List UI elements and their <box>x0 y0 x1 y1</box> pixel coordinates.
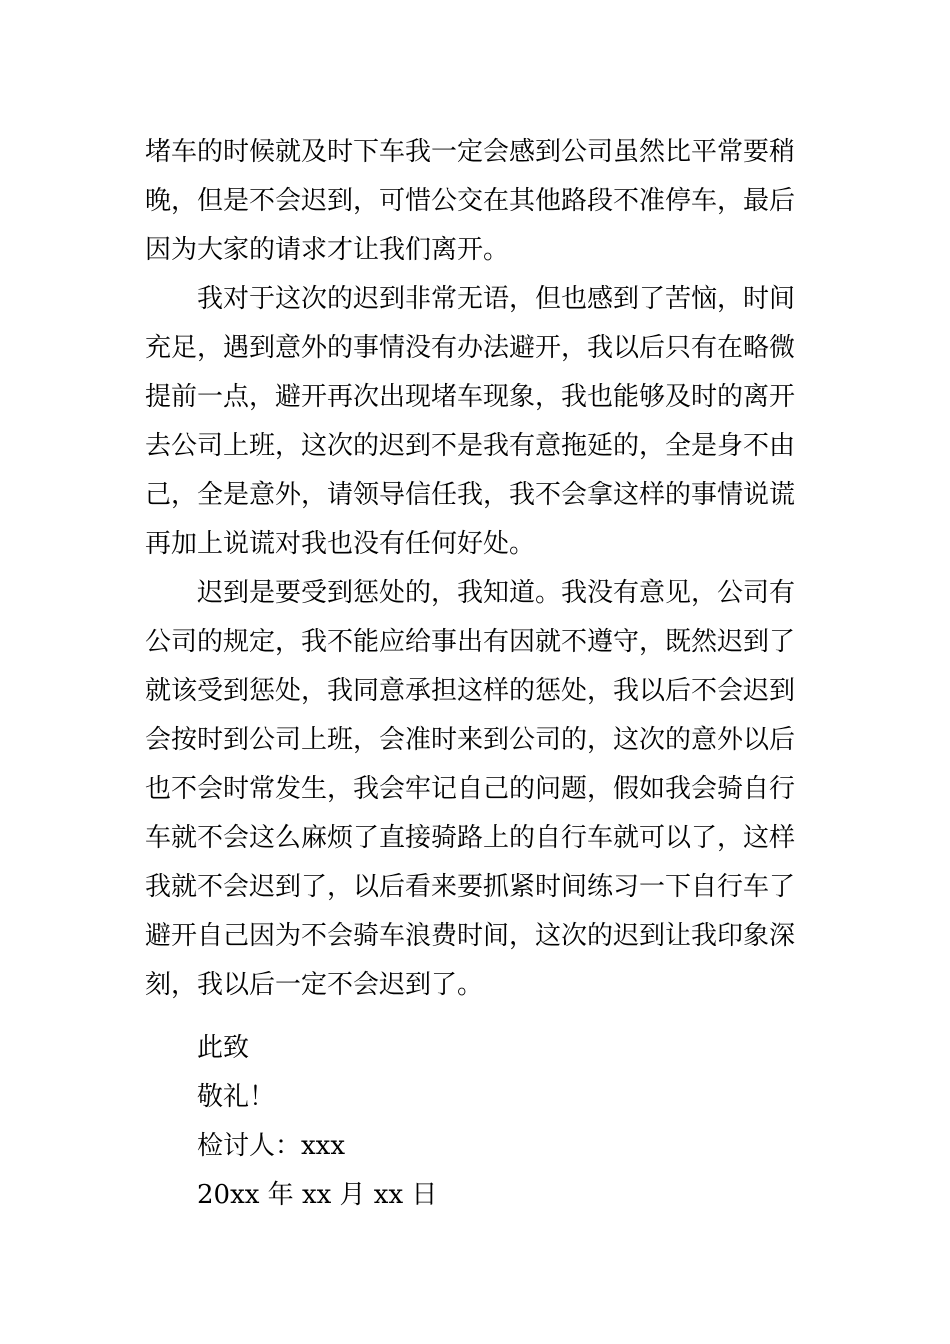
closing-date: 20xx 年 xx 月 xx 日 <box>197 1180 438 1210</box>
paragraph-3-line-2: 公司的规定，我不能应给事出有因就不遵守，既然迟到了 <box>145 627 796 657</box>
paragraph-3-line-7: 我就不会迟到了，以后看来要抓紧时间练习一下自行车了 <box>145 872 796 902</box>
closing-signer: 检讨人：xxx <box>197 1131 345 1161</box>
letter-closing <box>197 1024 697 1220</box>
paragraph-1-line-3: 因为大家的请求才让我们离开。 <box>145 235 510 265</box>
letter-body <box>145 128 810 1010</box>
paragraph-3-line-1: 迟到是要受到惩处的，我知道。我没有意见，公司有 <box>197 578 796 608</box>
paragraph-2-line-5: 己，全是意外，请领导信任我，我不会拿这样的事情说谎 <box>145 480 796 510</box>
paragraph-3-line-8: 避开自己因为不会骑车浪费时间，这次的迟到让我印象深 <box>145 921 796 951</box>
paragraph-3-line-6: 车就不会这么麻烦了直接骑路上的自行车就可以了，这样 <box>145 823 796 853</box>
paragraph-2-line-6: 再加上说谎对我也没有任何好处。 <box>145 529 536 559</box>
paragraph-3-line-9: 刻，我以后一定不会迟到了。 <box>145 970 484 1000</box>
closing-regards: 敬礼！ <box>197 1082 276 1112</box>
paragraph-1-line-1: 堵车的时候就及时下车我一定会感到公司虽然比平常要稍 <box>145 137 796 167</box>
paragraph-1-line-2: 晚，但是不会迟到，可惜公交在其他路段不准停车，最后 <box>145 186 796 216</box>
paragraph-2-line-4: 去公司上班，这次的迟到不是我有意拖延的，全是身不由 <box>145 431 796 461</box>
paragraph-2-line-2: 充足，遇到意外的事情没有办法避开，我以后只有在略微 <box>145 333 796 363</box>
paragraph-2-line-1: 我对于这次的迟到非常无语，但也感到了苦恼，时间 <box>197 284 796 314</box>
paragraph-3-line-3: 就该受到惩处，我同意承担这样的惩处，我以后不会迟到 <box>145 676 796 706</box>
closing-salutation: 此致 <box>197 1033 250 1063</box>
paragraph-3-line-5: 也不会时常发生，我会牢记自己的问题，假如我会骑自行 <box>145 774 796 804</box>
paragraph-2-line-3: 提前一点，避开再次出现堵车现象，我也能够及时的离开 <box>145 382 796 412</box>
paragraph-3-line-4: 会按时到公司上班，会准时来到公司的，这次的意外以后 <box>145 725 796 755</box>
